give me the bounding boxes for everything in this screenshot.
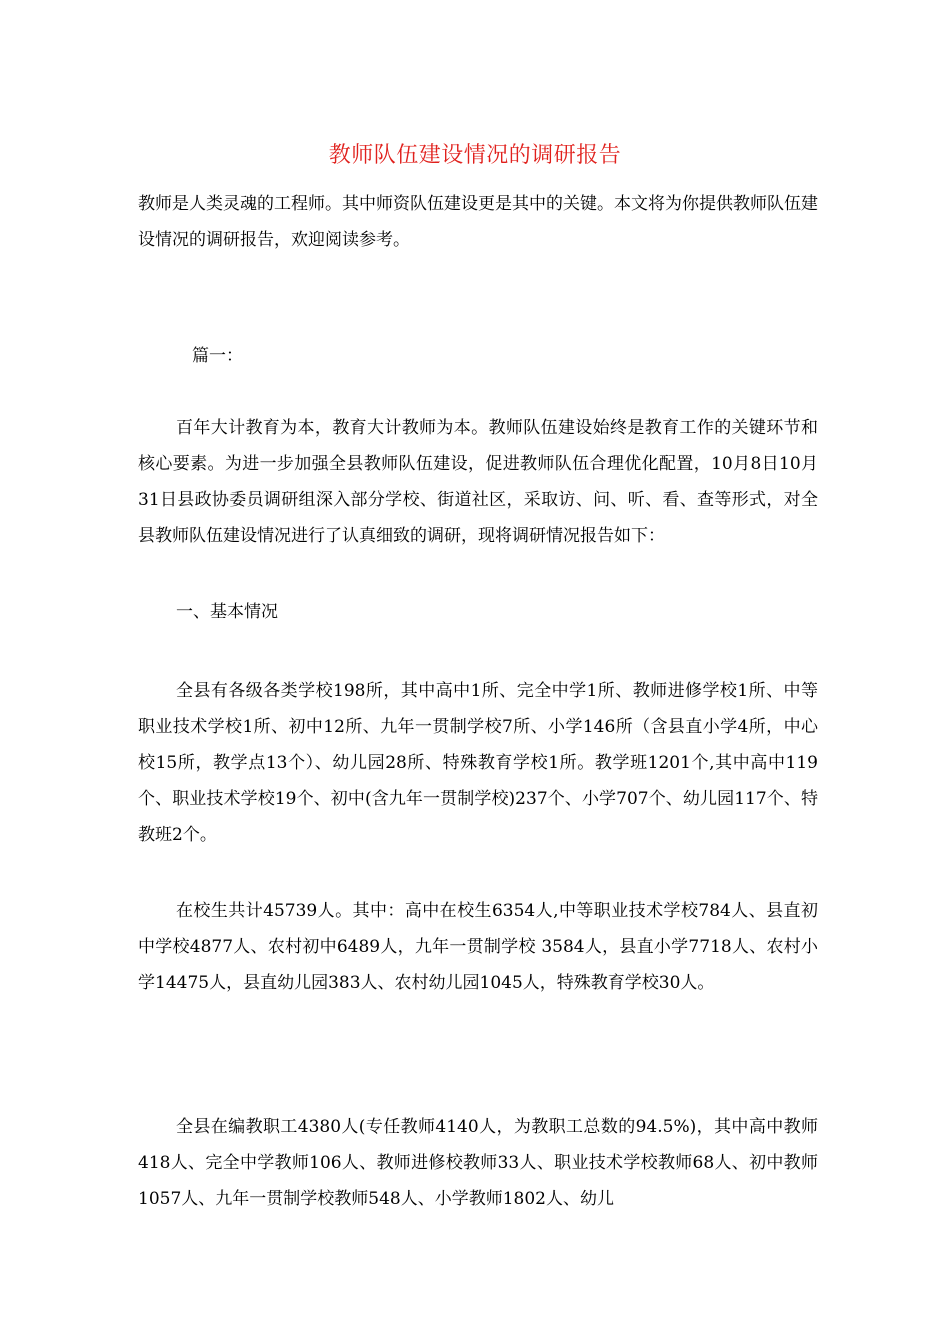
body-paragraph xyxy=(138,673,818,853)
paragraph-text: 在校生共计45739人。其中：高中在校生6354人,中等职业技术学校784人、县直初中学校4877人、农村初中6489人，九年一贯制学校 3584人，县直小学7718人、农村小学14475人，县直幼儿园383人、农村幼儿园1045人，特殊教育学校30人。 xyxy=(138,901,818,993)
heading-text: 一、基本情况 xyxy=(176,602,278,622)
paragraph-text: 全县在编教职工4380人(专任教师4140人，为教职工总数的94.5%)，其中高中教师418人、完全中学教师106人、教师进修校教师33人、职业技术学校教师68人、初中教师1057人、九年一贯制学校教师548人、小学教师1802人、幼儿 xyxy=(138,1117,818,1209)
paragraph-text: 百年大计教育为本，教育大计教师为本。教师队伍建设始终是教育工作的关键环节和核心要素。为进一步加强全县教师队伍建设，促进教师队伍合理优化配置，10月8日10月31日县政协委员调研组深入部分学校、街道社区，采取访、问、听、看、查等形式，对全县教师队伍建设情况进行了认真细致的调研，现将调研情况报告如下： xyxy=(138,418,818,546)
section-heading xyxy=(138,594,818,630)
body-paragraph xyxy=(138,1109,818,1217)
intro-paragraph: 教师是人类灵魂的工程师。其中师资队伍建设更是其中的关键。本文将为你提供教师队伍建设情况的调研报告，欢迎阅读参考。 xyxy=(138,194,818,250)
paragraph-text: 全县有各级各类学校198所，其中高中1所、完全中学1所、教师进修学校1所、中等职业技术学校1所、初中12所、九年一贯制学校7所、小学146所（含县直小学4所，中心校15所，教学点13个）、幼儿园28所、特殊教育学校1所。教学班1201个,其中高中119个、职业技术学校19个、初中(含九年一贯制学校)237个、小学707个、幼儿园117个、特教班2个。 xyxy=(138,681,818,845)
document-title: 教师队伍建设情况的调研报告 xyxy=(328,143,622,168)
body-paragraph xyxy=(138,410,818,554)
section-label: 篇一： xyxy=(192,346,243,366)
body-paragraph xyxy=(138,893,818,1001)
